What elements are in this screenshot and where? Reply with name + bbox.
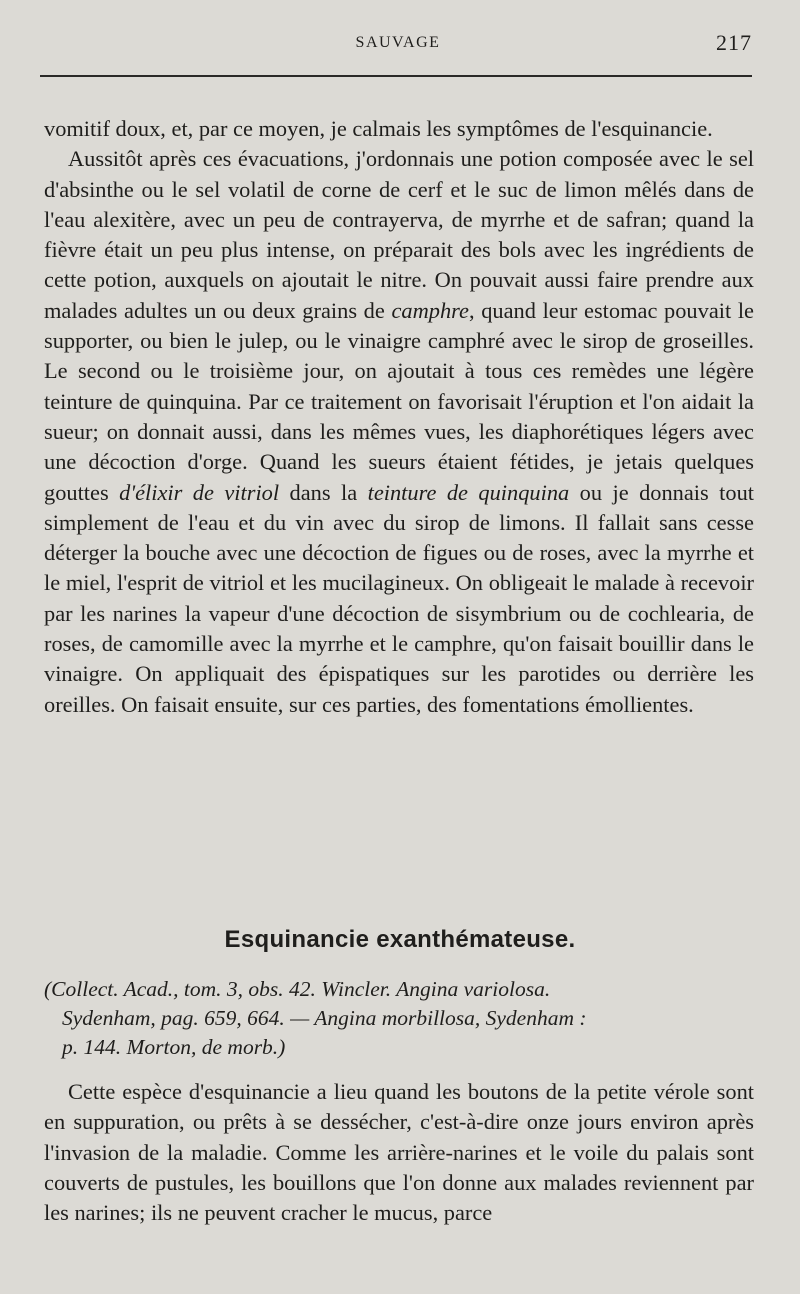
paragraph-2 [44,144,754,720]
reference-line-3: p. 144. Morton, de morb.) [62,1035,286,1059]
paragraph-2-part-4: ou je donnais tout simplement de l'eau et du vin avec du sirop de limons. Il fallait sans cesse déterger la bouche avec une décoction de figues ou de roses, avec la myrrhe et le miel, l'esprit de vitriol et les mucilagineux. On obligeait le malade à recevoir par les narines la vapeur d'une décoction de sisymbrium ou de cochlearia, de roses, de camomille avec la myrrhe et le camphre, qu'on faisait bouillir dans le vinaigre. On appliquait des épispatiques sur les parotides ou derrière les oreilles. On faisait ensuite, sur ces parties, des fomentations émollientes. [44,479,755,717]
references-block [44,975,754,1062]
paragraph-3: Cette espèce d'esquinancie a lieu quand les boutons de la petite vérole sont en suppuration, ou prêts à se dessécher, c'est-à-dire onze jours environ après l'invasion de la maladie. Comme les arrière-narines et le voile du palais sont couverts de pustules, les bouillons que l'on donne aux malades reviennent par les narines; ils ne peuvent cracher le mucus, parce [44,1079,754,1226]
header-rule [40,75,752,77]
main-text-block [44,114,754,720]
elixir-italic: d'élixir de vitriol [119,479,280,505]
reference-line-1: (Collect. Acad., tom. 3, obs. 42. Wincler. Angina variolosa. [44,977,551,1001]
paragraph-1: vomitif doux, et, par ce moyen, je calmais les symptômes de l'esquinancie. [44,116,713,141]
page-header [44,30,752,64]
running-head: SAUVAGE [355,34,441,51]
paragraph-2-part-1: Aussitôt après ces évacuations, j'ordonnais une potion composée avec le sel d'absinthe ou le sel volatil de corne de cerf et le suc de limon mêlés dans de l'eau alexitère, avec un peu de contrayerva, de myrrhe et de safran; quand la fièvre était un peu plus intense, on préparait des bols avec les ingrédients de cette potion, auxquels on ajoutait le nitre. On pouvait aussi faire prendre aux malades adultes un ou deux grains de [44,146,754,323]
paragraph-2-part-2: , quand leur estomac pouvait le supporter, ou bien le julep, ou le vinaigre camphré avec le sirop de groseilles. Le second ou le troisième jour, on ajoutait à tous ces remèdes une légère teinture de quinquina. Par ce traitement on favorisait l'éruption et l'on aidait la sueur; on donnait aussi, dans les mêmes vues, les diaphorétiques légers avec une décoction d'orge. Quand les sueurs étaient fétides, je jetais quelques gouttes [44,297,754,505]
section-heading: Esquinancie exanthémateuse. [224,926,576,953]
second-text-block [44,1077,754,1228]
teinture-italic: teinture de quinquina [367,479,570,505]
page-number: 217 [716,30,752,55]
paragraph-2-part-3: dans la [279,479,368,505]
camphre-italic: camphre [391,297,469,323]
reference-line-2: Sydenham, pag. 659, 664. — Angina morbillosa, Sydenham : [62,1006,587,1030]
